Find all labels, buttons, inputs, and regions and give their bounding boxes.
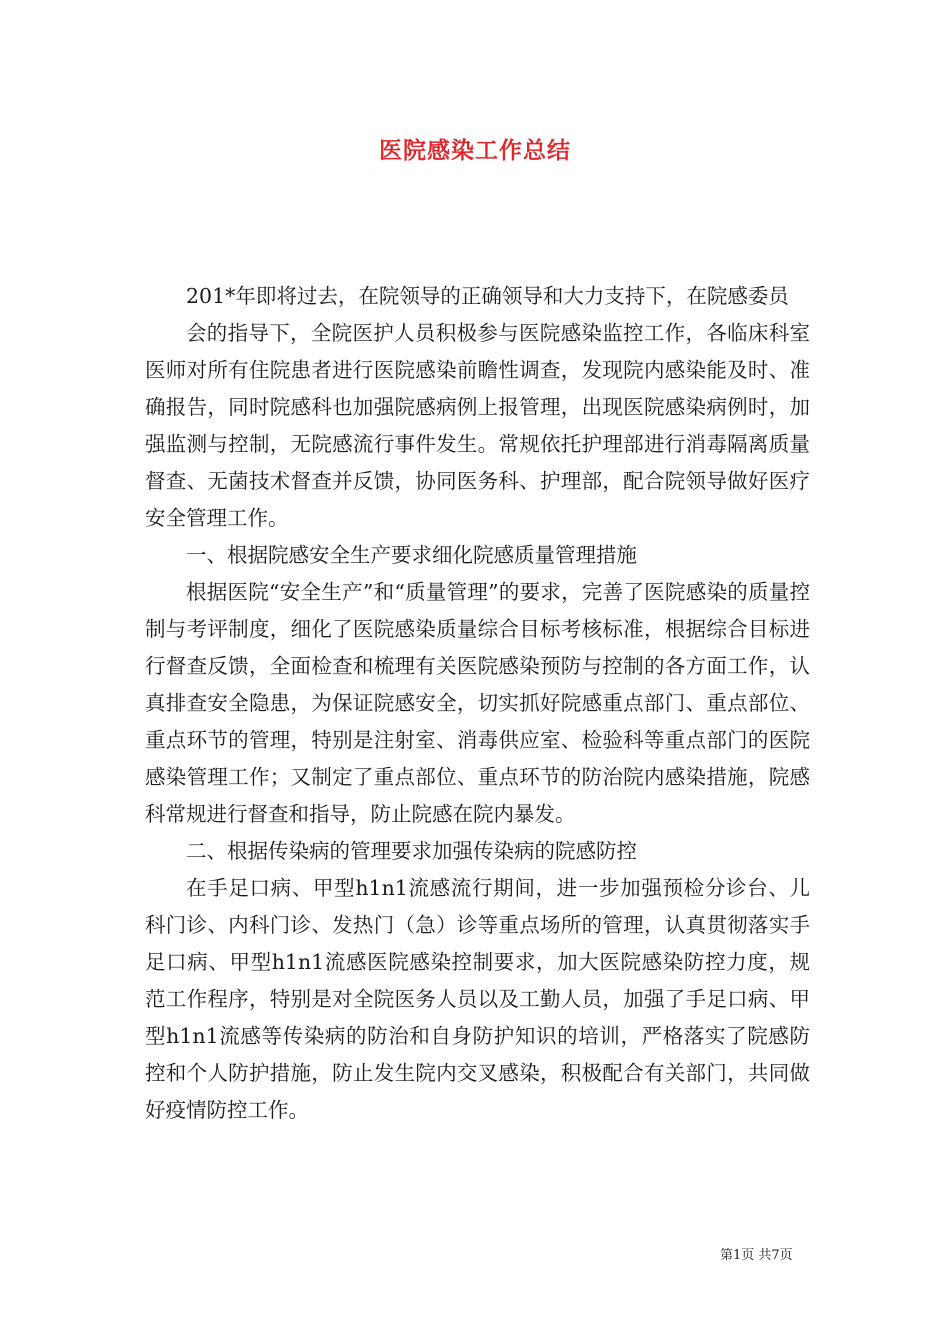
page-number: 第1页 共7页 xyxy=(720,1248,793,1263)
paragraph-section-1: 根据医院“安全生产”和“质量管理”的要求，完善了医院感染的质量控制与考评制度，细化了医院感染质量综合目标考核标准，根据综合目标进行督查反馈，全面检查和梳理有关医院感染预防与控制的各方面工作，认真排查安全隐患，为保证院感安全，切实抓好院感重点部门、重点部位、重点环节的管理，特别是注射室、消毒供应室、检验科等重点部门的医院感染管理工作；又制定了重点部位、重点环节的防治院内感染措施，院感科常规进行督查和指导，防止院感在院内暴发。 xyxy=(145,580,810,826)
document-body xyxy=(145,278,810,1129)
page-title: 医院感染工作总结 xyxy=(379,137,571,164)
section-heading-1: 一、根据院感安全生产要求细化院感质量管理措施 xyxy=(186,543,637,567)
paragraph-overview: 会的指导下，全院医护人员积极参与医院感染监控工作，各临床科室医师对所有住院患者进行医院感染前瞻性调查，发现院内感染能及时、准确报告，同时院感科也加强院感病例上报管理，出现医院感染病例时，加强监测与控制，无院感流行事件发生。常规依托护理部进行消毒隔离质量督查、无菌技术督查并反馈，协同医务科、护理部，配合院领导做好医疗安全管理工作。 xyxy=(145,321,810,530)
paragraph-intro: 201*年即将过去，在院领导的正确领导和大力支持下，在院感委员 xyxy=(186,284,789,308)
section-heading-2: 二、根据传染病的管理要求加强传染病的院感防控 xyxy=(186,839,637,863)
paragraph-section-2: 在手足口病、甲型h1n1流感流行期间，进一步加强预检分诊台、儿科门诊、内科门诊、发热门（急）诊等重点场所的管理，认真贯彻落实手足口病、甲型h1n1流感医院感染控制要求，加大医院感染防控力度，规范工作程序，特别是对全院医务人员以及工勤人员，加强了手足口病、甲型h1n1流感等传染病的防治和自身防护知识的培训，严格落实了院感防控和个人防护措施，防止发生院内交叉感染，积极配合有关部门，共同做好疫情防控工作。 xyxy=(145,876,810,1122)
